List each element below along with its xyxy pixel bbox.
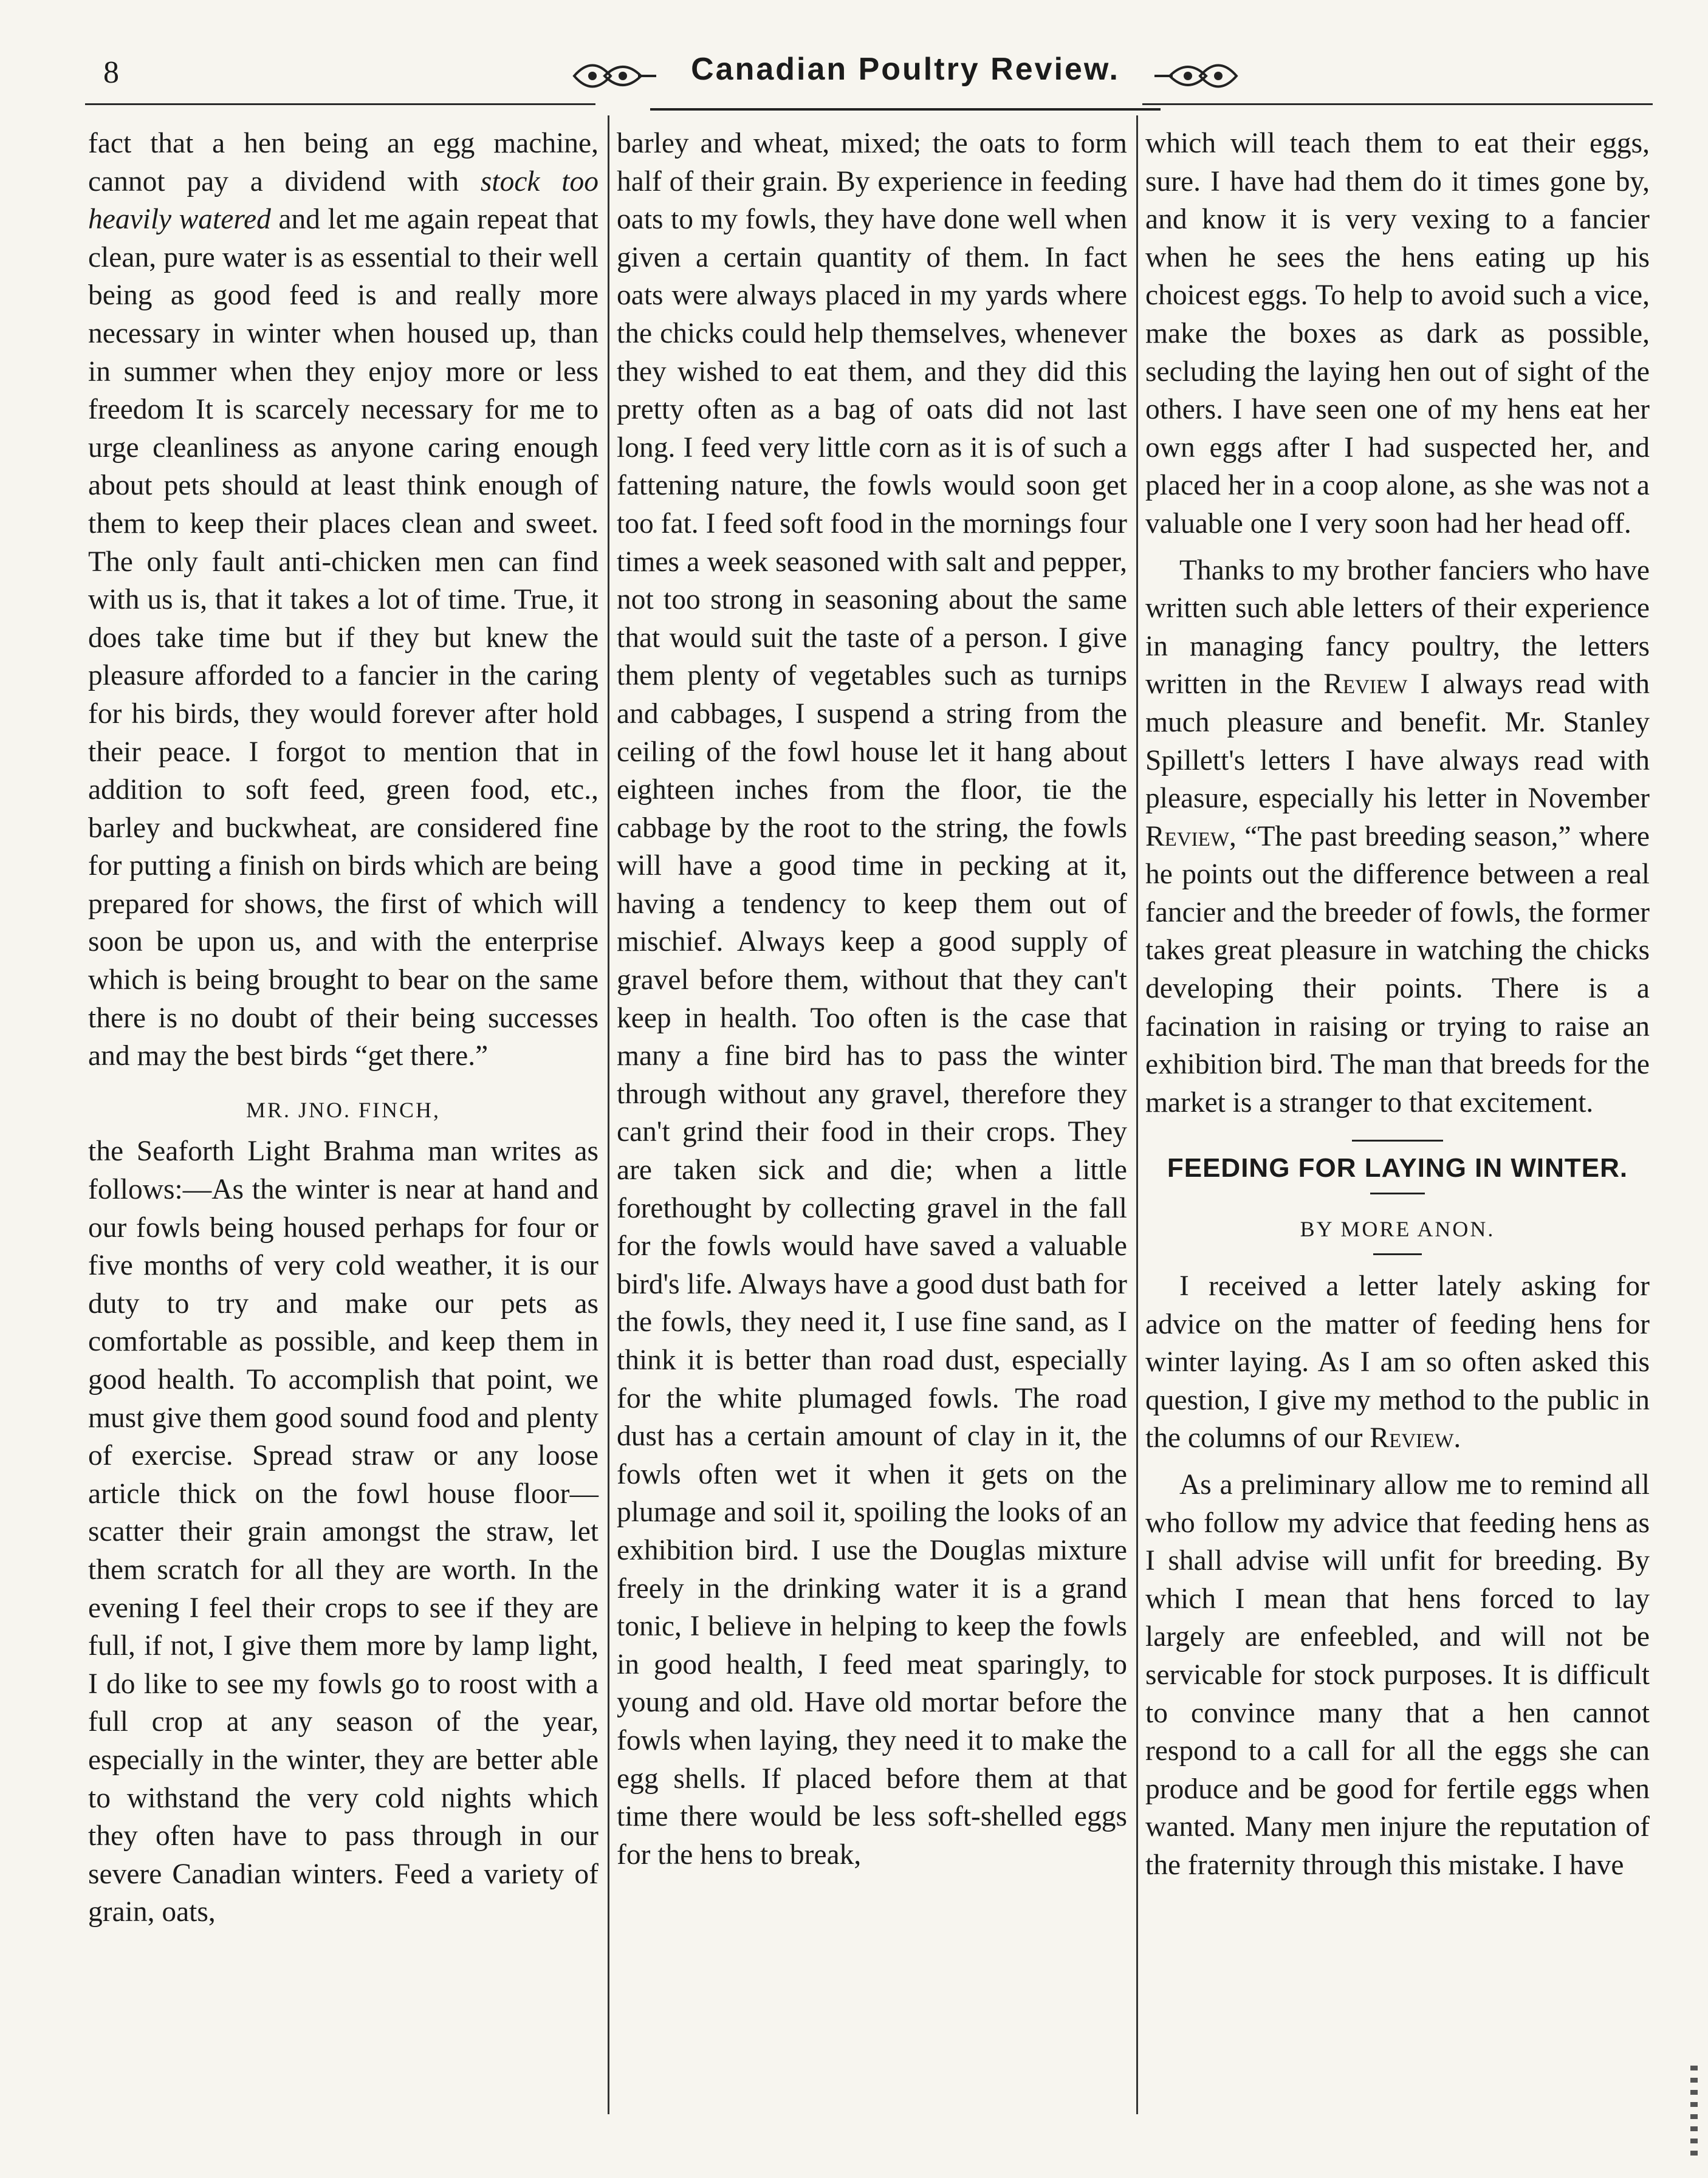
ornament-right-icon	[1154, 43, 1240, 109]
byline: MR. JNO. FINCH,	[245, 1097, 441, 1122]
column-1	[88, 125, 598, 1931]
article-paragraph: which will teach them to eat their eggs, sure. I have had them do it times gone by, and know it is very vexing to a fancier when he sees the hens eating up his choicest eggs. To help to avoid such a vice, make the boxes as dark as possible, secluding the laying hen out of sight of the others. I have seen one of my hens eat her own eggs after I had suspected her, and placed her in a coop alone, as she was not a valuable one I very soon had her head off.	[1145, 128, 1650, 539]
column-divider-1	[608, 115, 609, 2114]
article-paragraph: the Seaforth Light Brahma man writes as follows:—As the winter is near at hand and our fowls being housed perhaps for four or five months of very cold weather, it is our duty to try and make our pets as comfortable as possible, and keep them in good health. To accomplish that point, we must give them good sound food and plenty of exercise. Spread straw or any loose article thick on the fowl house floor—scatter their grain amongst the straw, let them scratch for all they are worth. In the evening I feel their crops to see if they are full, if not, I give them more by lamp light, I do like to see my fowls go to roost with a full crop at any season of the year, especially in the winter, they are better able to withstand the very cold nights which they often have to pass through in our severe Canadian winters. Feed a variety of grain, oats,	[88, 1135, 598, 1928]
article-paragraph: Thanks to my brother fanciers who have written such able letters of their experience in managing fancy poultry, the letters written in the Review I always read with much pleasure and benefit. Mr. Stanley Spillett's letters I have always read with pleasure, especially his letter in November Review, “The past breeding season,” where he points out the difference between a real fancier and the breeder of fowls, the former takes great pleasure in watching the chicks developing their points. There is a facination in raising or trying to raise an exhibition bird. The man that breeds for the market is a stranger to that excitement.	[1145, 554, 1650, 1118]
section-heading: FEEDING FOR LAYING IN WINTER.	[1167, 1153, 1628, 1183]
column-3	[1145, 125, 1650, 1885]
column-2	[617, 125, 1127, 1874]
article-paragraph: barley and wheat, mixed; the oats to form half of their grain. By experience in feeding oats to my fowls, they have done well when given a certain quantity of them. In fact oats were always placed in my yards where the chicks could help themselves, whenever they wished to eat them, and they did this pretty often as a bag of oats did not last long. I feed very little corn as it is of such a fattening nature, the fowls would soon get too fat. I feed soft food in the mornings four times a week seasoned with salt and pepper, not too strong in seasoning about the same that would suit the taste of a person. I give them plenty of vegetables such as turnips and cabbages, I suspend a string from the ceiling of the fowl house let it hang about eighteen inches from the floor, tie the cabbage by the root to the string, the fowls will have a good time in pecking at it, having a tendency to keep them out of mischief. Always keep a good supply of gravel before them, without that they can't keep in health. Too often is the case that many a fine bird has to pass the winter through without any gravel, therefore they can't grind their food in their crops. They are taken sick and die; when a little forethought by collecting gravel in the fall for the fowls would have saved a valuable bird's life. Always have a good dust bath for the fowls, they need it, I use fine sand, as I think it is better than road dust, especially for the white plumaged fowls. The road dust has a certain amount of clay in it, the fowls often wet it when it gets on the plumage and soil it, spoiling the looks of an exhibition bird. I use the Douglas mixture freely in the drinking water it is a grand tonic, I believe in helping to keep the fowls in good health, I feed meat sparingly, to young and old. Have old mortar before the fowls when laying, they need it to make the egg shells. If placed before them at that time there would be less soft-shelled eggs for the hens to break,	[617, 128, 1127, 1871]
header-rule-left	[85, 103, 595, 105]
byline: BY MORE ANON.	[1300, 1217, 1495, 1242]
column-divider-2	[1136, 115, 1138, 2114]
margin-marks	[1690, 2066, 1698, 2163]
page-number: 8	[103, 55, 119, 90]
ornament-left-icon	[571, 43, 656, 109]
section-rule	[1370, 1193, 1425, 1194]
header-rule-right	[1142, 103, 1653, 105]
article-paragraph: As a preliminary allow me to remind all who follow my advice that feeding hens as I shall advise will unfit for breeding. By which I mean that hens forced to lay largely are enfeebled, and will not be servicable for stock purposes. It is difficult to convince many that a hen cannot respond to a call for all the eggs she can produce and be good for fertile eggs when wanted. Many men injure the reputation of the fraternity through this mistake. I have	[1145, 1469, 1650, 1881]
masthead	[571, 43, 1240, 109]
article-paragraph: I received a letter lately asking for advice on the matter of feeding hens for winter laying. As I am so often asked this question, I give my method to the public in the columns of our Review.	[1145, 1270, 1650, 1454]
section-rule	[1352, 1140, 1443, 1142]
section-rule	[1373, 1253, 1422, 1255]
masthead-title: Canadian Poultry Review.	[691, 52, 1120, 87]
article-paragraph: fact that a hen being an egg machine, cannot pay a dividend with stock too heavily watered and let me again repeat that clean, pure water is as essential to their well being as good feed is and really more necessary in winter when housed up, than in summer when they enjoy more or less freedom It is scarcely necessary for me to urge cleanliness as anyone caring enough about pets should at least think enough of them to keep their places clean and sweet. The only fault anti-chicken men can find with us is, that it takes a lot of time. True, it does take time but if they but knew the pleasure afforded to a fancier in the caring for his birds, they would forever after hold their peace. I forgot to mention that in addition to soft feed, green food, etc., barley and buckwheat, are considered fine for putting a finish on birds which are being prepared for shows, the first of which will soon be upon us, and with the enterprise which is being brought to bear on the same there is no doubt of their being successes and may the best birds “get there.”	[88, 128, 599, 1072]
